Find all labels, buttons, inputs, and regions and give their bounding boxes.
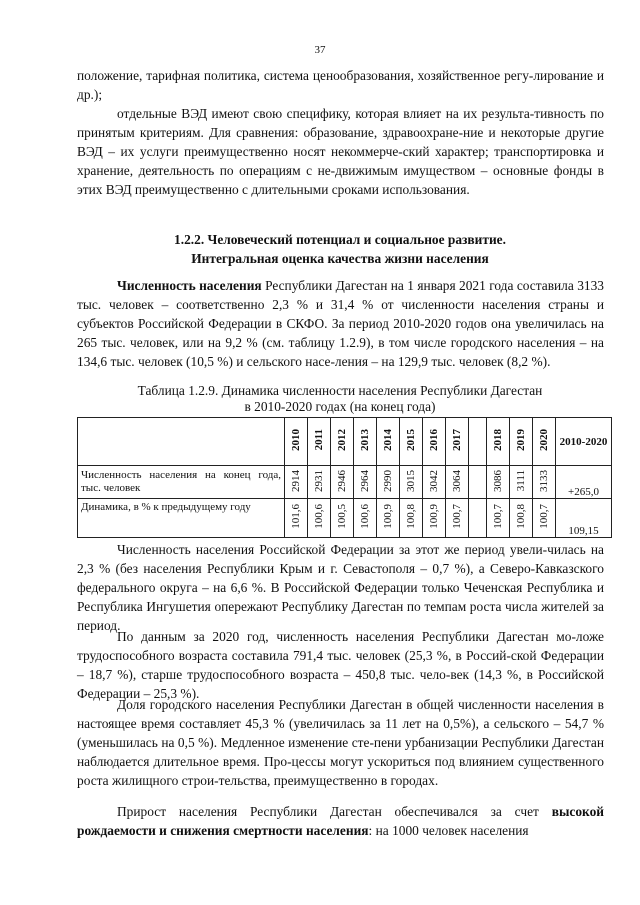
table-value: 2020 xyxy=(538,429,550,451)
value-cell xyxy=(533,499,556,538)
table-value: 2018 xyxy=(492,429,504,451)
year-2016 xyxy=(423,418,446,466)
table-value: 3015 xyxy=(405,469,417,492)
table-value: 100,7 xyxy=(492,504,504,529)
intro-text: Республики Дагестан на 1 января 2021 года составила 3133 тыс. человек – соответственно 2,3 % и 31,4 % от численности населения страны и субъектов Российской Федерации в СКФО. За период 2010-2020 годов она увеличилась на 265 тыс. человек, или на 9,2 % (см. таблицу 1.2.9), в том числе городского населения – на 134,6 тыс. человек (10,5 %) и сельского насе-ления – на 129,9 тыс. человек (8,2 %). xyxy=(77,278,604,369)
caption-line-2: в 2010-2020 годах (на конец года) xyxy=(244,399,436,414)
row-total-population: +265,0 xyxy=(556,466,612,499)
value-cell xyxy=(354,499,377,538)
table-value: 3064 xyxy=(451,469,463,492)
last-para-text-2: : на 1000 человек населения xyxy=(368,823,529,838)
year-2019 xyxy=(510,418,533,466)
table-value: 3133 xyxy=(538,469,550,492)
paragraph-2: отдельные ВЭД имеют свою специфику, которая влияет на их результа-тивность по принятым критериям. Для сравнения: образование, здравоохране-ние и некоторые другие ВЭД – их услуги преимущественно носят некоммерче-ский характер; транспортировка и хранение, деятельность по операциям с не-движимым имуществом – основные фонды в этих ВЭД преимущественно с длительными сроками использования. xyxy=(77,106,604,197)
value-cell xyxy=(308,499,331,538)
header-corner-cell xyxy=(78,418,285,466)
table-value: 100,5 xyxy=(336,504,348,529)
row-total-dynamics: 109,15 xyxy=(556,499,612,538)
value-cell xyxy=(285,499,308,538)
section-heading xyxy=(100,230,580,268)
last-para-text-1: Прирост населения Республики Дагестан обеспечивался за счет xyxy=(117,804,552,819)
table-row-population xyxy=(78,466,612,499)
heading-line-2: Интегральная оценка качества жизни населения xyxy=(191,251,489,266)
value-cell xyxy=(354,466,377,499)
table-value: 2011 xyxy=(313,429,325,451)
value-cell xyxy=(446,466,469,499)
value-cell xyxy=(331,499,354,538)
table-value: 100,9 xyxy=(428,504,440,529)
table-value: 101,6 xyxy=(290,504,302,529)
total-header: 2010-2020 xyxy=(556,418,612,466)
table-value: 3042 xyxy=(428,469,440,492)
value-cell xyxy=(423,466,446,499)
value-cell xyxy=(487,499,510,538)
heading-line-1: 1.2.2. Человеческий потенциал и социальное развитие. xyxy=(174,232,506,247)
table-value: 2019 xyxy=(515,429,527,451)
table-value: 100,8 xyxy=(405,504,417,529)
value-cell xyxy=(400,499,423,538)
table-value: 2014 xyxy=(382,429,394,451)
table-value: 100,7 xyxy=(451,504,463,529)
value-cell xyxy=(285,466,308,499)
table-value: 3111 xyxy=(515,469,527,492)
table-value: 100,6 xyxy=(359,504,371,529)
year-2017 xyxy=(446,418,469,466)
paragraph-1: положение, тарифная политика, система ценообразования, хозяйственное регу-лирование и др.); xyxy=(77,68,604,102)
table-value: 2914 xyxy=(290,469,302,492)
value-cell xyxy=(423,499,446,538)
intro-bold-lead: Численность населения xyxy=(117,278,262,293)
value-cell xyxy=(487,466,510,499)
table-value: 2016 xyxy=(428,429,440,451)
year-2014 xyxy=(377,418,400,466)
row-label-population: Численность населения на конец года, тыс. человек xyxy=(78,466,285,499)
paragraph-6 xyxy=(77,802,604,840)
year-2020 xyxy=(533,418,556,466)
gap-cell xyxy=(469,418,487,466)
intro-paragraph xyxy=(77,276,604,371)
last-para-bold: высокой рождаемости и снижения смертности населения xyxy=(77,804,604,838)
gap-cell xyxy=(469,466,487,499)
table-value: 2964 xyxy=(359,469,371,492)
table-value: 100,7 xyxy=(538,504,550,529)
gap-cell xyxy=(469,499,487,538)
year-2018 xyxy=(487,418,510,466)
year-2011 xyxy=(308,418,331,466)
paragraph-3: Численность населения Российской Федерации за этот же период увели-чилась на 2,3 % (без населения Республики Крым и г. Севастополя – 0,7 %), а Северо-Кавказского федерального округа – на 6,6 %. В Российской Федерации только Чеченская Республика и Республика Ингушетия опережают Республику Дагестан по темпам роста числа жителей за период. xyxy=(77,542,604,633)
value-cell xyxy=(533,466,556,499)
table-row-dynamics xyxy=(78,499,612,538)
table-value: 100,8 xyxy=(515,504,527,529)
year-2015 xyxy=(400,418,423,466)
table-value: 2013 xyxy=(359,429,371,451)
table-value: 2931 xyxy=(313,469,325,492)
population-table xyxy=(77,417,612,538)
table-value: 2990 xyxy=(382,469,394,492)
table-value: 2017 xyxy=(451,429,463,451)
year-2012 xyxy=(331,418,354,466)
table-header-row xyxy=(78,418,612,466)
table-value: 2010 xyxy=(290,429,302,451)
value-cell xyxy=(510,466,533,499)
paragraph-5: Доля городского населения Республики Дагестан в общей численности населения в настоящее время составляет 45,3 % (увеличилась за 11 лет на 0,5%), а сельского – 54,7 % (уменьшилась на 0,5 %). Медленное изменение сте-пени урбанизации Республики Дагестан наблюдается длительное время. Про-цессы могут ускориться под влиянием существенного роста жилищного строи-тельства, преимущественно в городах. xyxy=(77,697,604,788)
value-cell xyxy=(331,466,354,499)
paragraph-4: По данным за 2020 год, численность населения Республики Дагестан мо-ложе трудоспособного возраста составила 791,4 тыс. человек (25,3 %, в Россий-ской Федерации – 18,7 %), старше трудоспособного возраста – 450,8 тыс. чело-век (14,3 %, в Российской Федерации – 25,3 %). xyxy=(77,629,604,701)
year-2010 xyxy=(285,418,308,466)
value-cell xyxy=(400,466,423,499)
table-value: 100,6 xyxy=(313,504,325,529)
value-cell xyxy=(510,499,533,538)
table-caption xyxy=(100,383,580,415)
value-cell xyxy=(308,466,331,499)
table-value: 2015 xyxy=(405,429,417,451)
value-cell xyxy=(377,466,400,499)
value-cell xyxy=(377,499,400,538)
page-number: 37 xyxy=(314,44,326,56)
table-value: 100,9 xyxy=(382,504,394,529)
row-label-dynamics: Динамика, в % к предыдущему году xyxy=(78,499,285,538)
value-cell xyxy=(446,499,469,538)
year-2013 xyxy=(354,418,377,466)
table-value: 3086 xyxy=(492,469,504,492)
table-value: 2946 xyxy=(336,469,348,492)
table-value: 2012 xyxy=(336,429,348,451)
caption-line-1: Таблица 1.2.9. Динамика численности населения Республики Дагестан xyxy=(137,383,543,398)
